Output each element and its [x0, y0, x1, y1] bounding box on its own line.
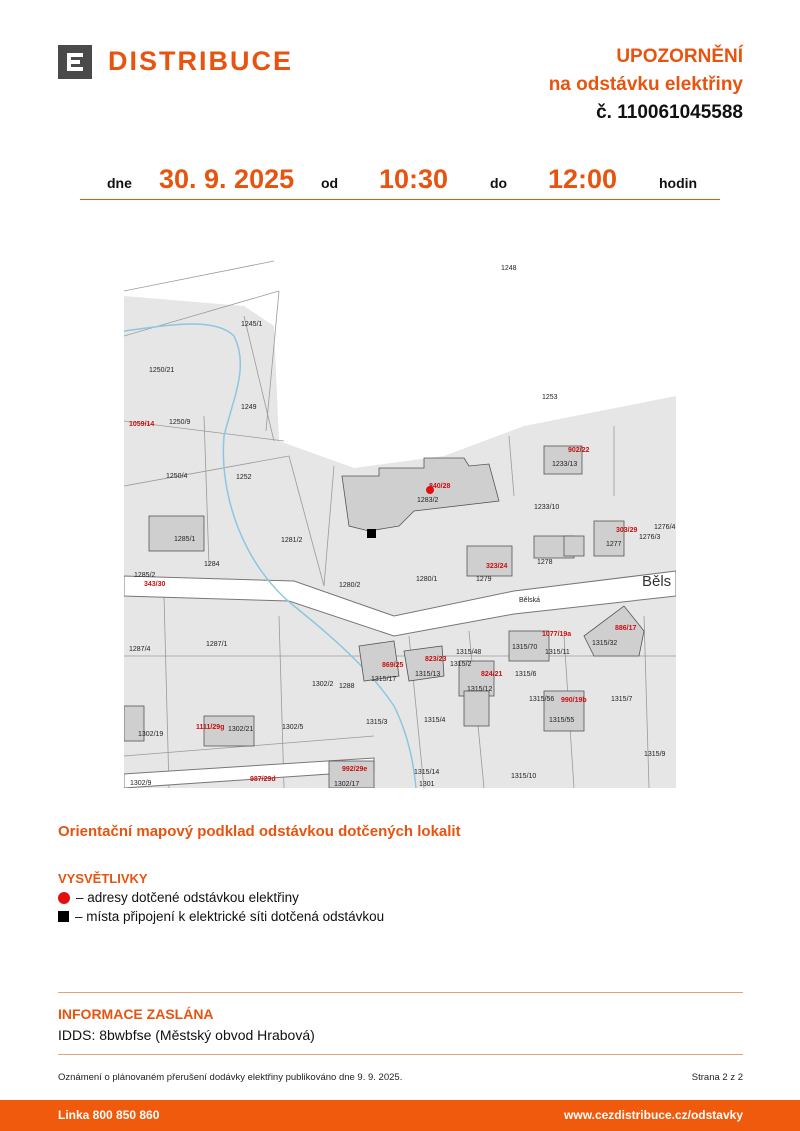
parcel-label: 1302/17: [334, 781, 360, 788]
parcel-label: 1315/2: [450, 661, 472, 668]
affected-parcel-label: 886/17: [615, 625, 637, 632]
parcel-label: 1302/2: [312, 681, 334, 688]
affected-parcel-label: 343/30: [144, 581, 166, 588]
notice-number: č. 110061045588: [596, 102, 743, 123]
parcel-label: 1278: [537, 559, 553, 566]
parcel-label: 1250/4: [166, 473, 188, 480]
company-logo-icon: [58, 45, 92, 79]
day-label: dne: [107, 175, 132, 191]
parcel-label: 1281/2: [281, 537, 303, 544]
affected-parcel-label: 987/29d: [250, 776, 276, 783]
parcel-label: 1315/9: [644, 751, 666, 758]
website-link[interactable]: www.cezdistribuce.cz/odstavky: [564, 1108, 743, 1122]
parcel-label: 1302/19: [138, 731, 164, 738]
parcel-label: 1233/13: [552, 461, 578, 468]
hours-label: hodin: [659, 175, 698, 191]
parcel-label: 1302/9: [130, 780, 152, 787]
affected-parcel-label: 1059/14: [129, 421, 155, 428]
logo-text: DISTRIBUCE: [108, 46, 294, 76]
affected-parcel-label: 303/29: [616, 527, 638, 534]
parcel-label: 1233/10: [534, 504, 560, 511]
time-from: 10:30: [379, 164, 449, 194]
parcel-label: 1315/17: [371, 676, 397, 683]
parcel-label: 1280/2: [339, 582, 361, 589]
parcel-label: 1288: [339, 683, 355, 690]
parcel-label: 1315/70: [512, 644, 538, 651]
notice-title: UPOZORNĚNÍ: [616, 46, 743, 67]
parcel-label: 1280/1: [416, 576, 438, 583]
parcel-label: 1285/1: [174, 536, 196, 543]
notice-subtitle: na odstávku elektřiny: [548, 74, 743, 95]
parcel-label: 1285/2: [134, 572, 156, 579]
divider: [58, 1054, 743, 1055]
parcel-label: 1315/3: [366, 719, 388, 726]
parcel-label: 1245/1: [241, 321, 263, 328]
outage-schedule: [80, 163, 720, 200]
notice-heading: [549, 43, 743, 127]
parcel-label: 1249: [241, 404, 257, 411]
parcel-label: 1250/9: [169, 419, 191, 426]
parcel-label: 1315/6: [515, 671, 537, 678]
parcel-label: 1250/21: [149, 367, 175, 374]
affected-parcel-label: 823/23: [425, 656, 447, 663]
street-label: Běls: [642, 573, 672, 590]
parcel-label: 1315/56: [529, 696, 555, 703]
parcel-label: 1301: [419, 781, 435, 788]
parcel-label: 1252: [236, 474, 252, 481]
parcel-label: 1253: [542, 394, 558, 401]
affected-parcel-label: 990/19b: [561, 697, 587, 704]
time-to: 12:00: [548, 164, 618, 194]
parcel-label: 1287/1: [206, 641, 228, 648]
street-label: Bělská: [519, 597, 541, 604]
affected-parcel-label: 1111/29g: [196, 724, 225, 731]
outage-date: 30. 9. 2025: [159, 164, 295, 194]
hotline-text: Linka 800 850 860: [58, 1108, 160, 1122]
info-text: IDDS: 8bwbfse (Městský obvod Hrabová): [58, 1027, 315, 1043]
affected-parcel-label: 323/24: [486, 563, 508, 570]
black-square-icon: [58, 911, 69, 922]
legend-title: VYSVĚTLIVKY: [58, 871, 148, 886]
parcel-label: 1279: [476, 576, 492, 583]
info-title: INFORMACE ZASLÁNA: [58, 1006, 214, 1022]
cadastral-map: [124, 236, 676, 788]
legend-square-text: – místa připojení k elektrické síti dotčená odstávkou: [75, 909, 385, 924]
parcel-label: 1302/5: [282, 724, 304, 731]
parcel-label: 1276/4: [654, 524, 676, 531]
parcel-label: 1276/3: [639, 534, 661, 541]
legend-dot-text: – adresy dotčené odstávkou elektřiny: [76, 890, 299, 905]
parcel-label: 1283/2: [417, 497, 439, 504]
map-caption: Orientační mapový podklad odstávkou dotčených lokalit: [58, 823, 461, 840]
parcel-label: 1315/12: [467, 686, 493, 693]
parcel-label: 1315/10: [511, 773, 537, 780]
parcel-label: 1302/21: [228, 726, 254, 733]
affected-parcel-label: 824/21: [481, 671, 503, 678]
to-label: do: [490, 175, 508, 191]
publication-note: Oznámení o plánovaném přerušení dodávky elektřiny publikováno dne 9. 9. 2025.: [58, 1072, 403, 1083]
divider: [58, 992, 743, 993]
affected-parcel-label: 869/25: [382, 662, 404, 669]
parcel-label: 1315/32: [592, 640, 618, 647]
red-dot-icon: [58, 892, 70, 904]
parcel-label: 1315/48: [456, 649, 482, 656]
from-label: od: [321, 175, 339, 191]
parcel-label: 1315/13: [415, 671, 441, 678]
parcel-label: 1277: [606, 541, 622, 548]
parcel-label: 1287/4: [129, 646, 151, 653]
page-number: Strana 2 z 2: [691, 1072, 743, 1083]
parcel-label: 1248: [501, 265, 517, 272]
legend-row-connection-points: [58, 909, 384, 924]
parcel-label: 1315/55: [549, 717, 575, 724]
parcel-label: 1315/11: [545, 649, 570, 656]
parcel-label: 1315/4: [424, 717, 446, 724]
parcel-label: 1284: [204, 561, 220, 568]
affected-parcel-label: 1077/19a: [542, 631, 572, 638]
parcel-label: 1315/14: [414, 769, 440, 776]
parcel-label: 1315/7: [611, 696, 633, 703]
affected-parcel-label: 902/22: [568, 447, 590, 454]
legend-row-addresses: [58, 890, 299, 905]
affected-parcel-label: 840/28: [429, 483, 451, 490]
affected-parcel-label: 992/29e: [342, 766, 368, 773]
